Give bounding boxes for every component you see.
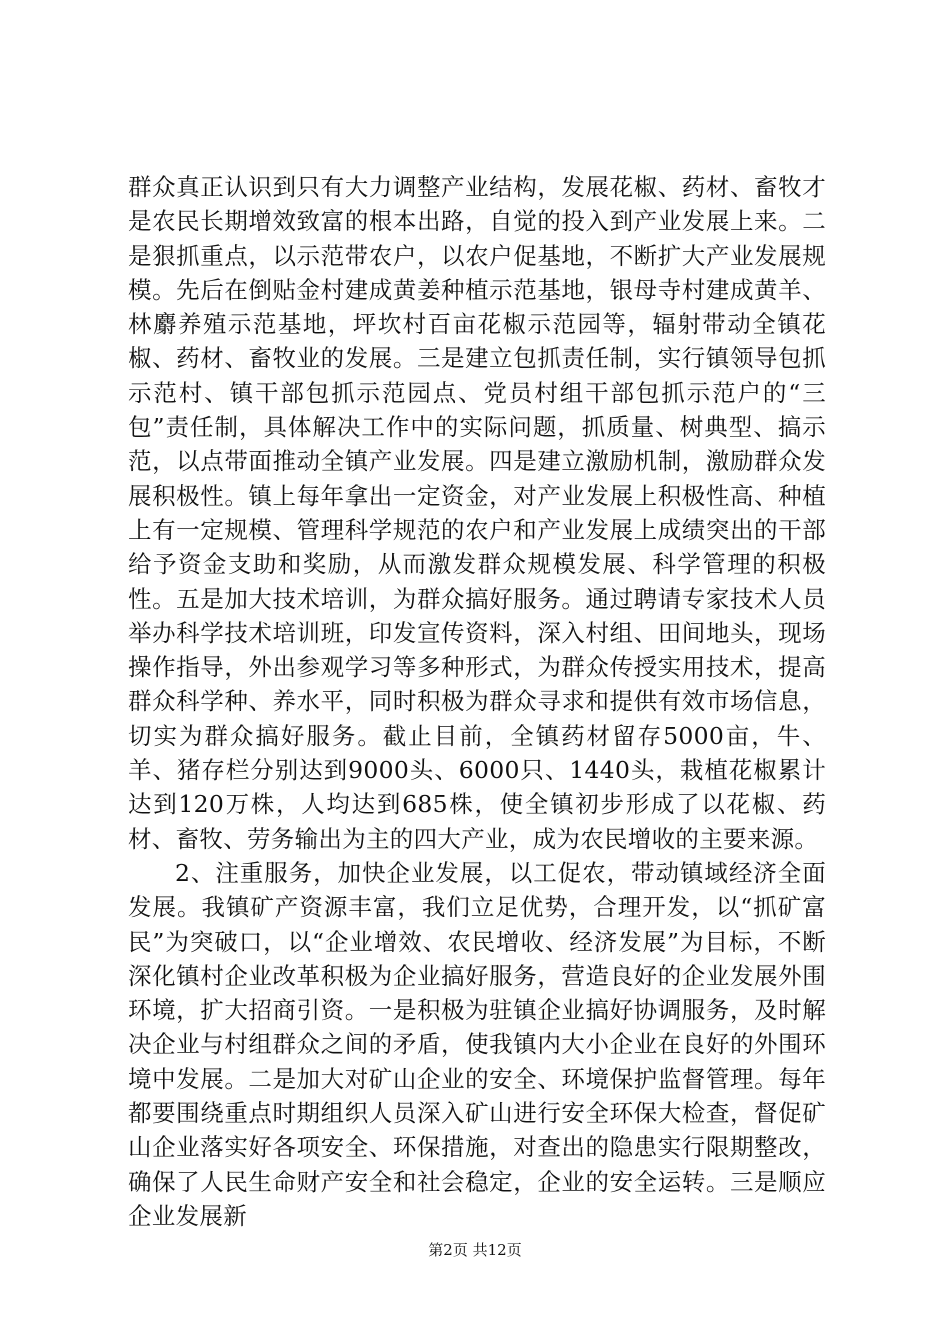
document-body: [128, 170, 826, 1233]
paragraph-enterprise-service: 2、注重服务，加快企业发展，以工促农，带动镇域经济全面发展。我镇矿产资源丰富，我们立足优势，合理开发，以“抓矿富民”为突破口，以“企业增效、农民增收、经济发展”为目标，不断深化镇村企业改革积极为企业搞好服务，营造良好的企业发展外围环境，扩大招商引资。一是积极为驻镇企业搞好协调服务，及时解决企业与村组群众之间的矛盾，使我镇内大小企业在良好的外围环境中发展。二是加大对矿山企业的安全、环境保护监督管理。每年都要围绕重点时期组织人员深入矿山进行安全环保大检查，督促矿山企业落实好各项安全、环保措施，对查出的隐患实行限期整改，确保了人民生命财产安全和社会稳定，企业的安全运转。三是顺应企业发展新: [128, 858, 826, 1230]
paragraph-continuation: 群众真正认识到只有大力调整产业结构，发展花椒、药材、畜牧才是农民长期增效致富的根本出路，自觉的投入到产业发展上来。二是狠抓重点，以示范带农户，以农户促基地，不断扩大产业发展规模。先后在倒贴金村建成黄姜种植示范基地，银母寺村建成黄羊、林麝养殖示范基地，坪坎村百亩花椒示范园等，辐射带动全镇花椒、药材、畜牧业的发展。三是建立包抓责任制，实行镇领导包抓示范村、镇干部包抓示范园点、党员村组干部包抓示范户的“三包”责任制，具体解决工作中的实际问题，抓质量、树典型、搞示范，以点带面推动全镇产业发展。四是建立激励机制，激励群众发展积极性。镇上每年拿出一定资金，对产业发展上积极性高、种植上有一定规模、管理科学规范的农户和产业发展上成绩突出的干部给予资金支助和奖励，从而激发群众规模发展、科学管理的积极性。五是加大技术培训，为群众搞好服务。通过聘请专家技术人员举办科学技术培训班，印发宣传资料，深入村组、田间地头，现场操作指导，外出参观学习等多种形式，为群众传授实用技术，提高群众科学种、养水平，同时积极为群众寻求和提供有效市场信息，切实为群众搞好服务。截止目前，全镇药材留存5000亩，牛、羊、猪存栏分别达到9000头、6000只、1440头，栽植花椒累计达到120万株，人均达到685株，使全镇初步形成了以花椒、药材、畜牧、劳务输出为主的四大产业，成为农民增收的主要来源。: [128, 173, 826, 853]
page-number-footer: 第2页 共12页: [428, 1241, 522, 1259]
